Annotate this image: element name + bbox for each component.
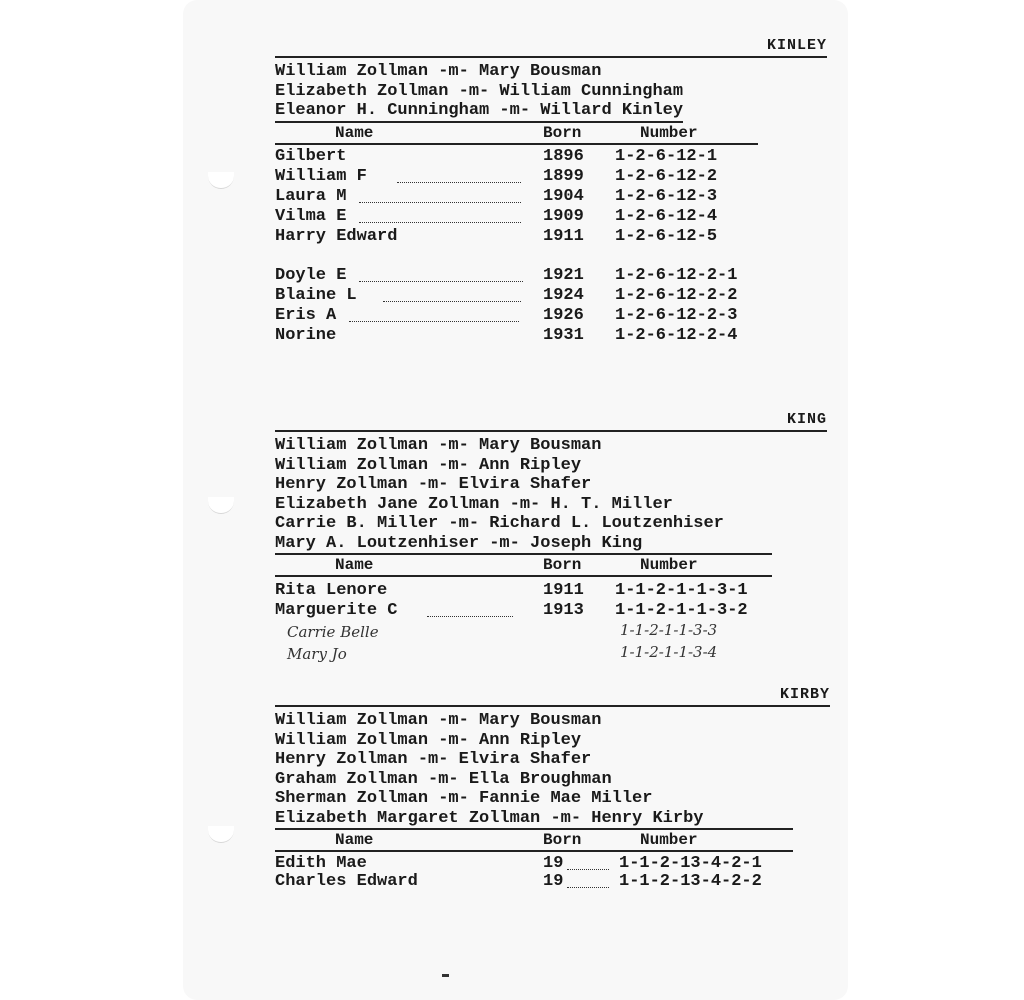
record-number: 1-2-6-12-2-3: [615, 305, 738, 325]
record-number: 1-1-2-13-4-2-1: [619, 854, 762, 873]
child-name: Gilbert: [275, 146, 347, 166]
lineage-line: William Zollman -m- Mary Bousman: [275, 62, 602, 81]
lineage: [275, 436, 827, 553]
lineage-line: Eleanor H. Cunningham -m- Willard Kinley: [275, 101, 683, 123]
child-name: Laura M: [275, 186, 347, 206]
lineage-line: William Zollman -m- Mary Bousman: [275, 436, 602, 455]
child-name: Marguerite C: [275, 601, 398, 620]
column-header-name: Name: [335, 123, 374, 142]
column-header-number: Number: [640, 831, 698, 849]
column-header-born: Born: [543, 556, 582, 574]
fill-line: [427, 614, 513, 617]
table-row: [275, 854, 830, 872]
column-header-born: Born: [543, 831, 582, 849]
born-year: 1909: [543, 206, 584, 226]
child-name: William F: [275, 166, 367, 186]
born-year: 1924: [543, 285, 584, 305]
lineage-line: Carrie B. Miller -m- Richard L. Loutzenhiser: [275, 514, 724, 533]
lineage-line: Mary A. Loutzenhiser -m- Joseph King: [275, 533, 643, 553]
surname-heading: KING: [275, 411, 827, 432]
child-name: Doyle E: [275, 265, 347, 285]
section-king: [275, 411, 827, 665]
lineage: [275, 62, 827, 123]
fill-line: [349, 319, 519, 322]
section-kinley: [275, 37, 827, 346]
table-row: [275, 207, 827, 227]
child-name: Edith Mae: [275, 854, 367, 873]
born-year: 1913: [543, 601, 584, 620]
record-number: 1-1-2-13-4-2-2: [619, 872, 762, 891]
table-header: [275, 830, 793, 852]
surname-heading: KIRBY: [275, 686, 830, 707]
column-header-name: Name: [335, 556, 374, 574]
child-name: Eris A: [275, 305, 337, 325]
fill-line: [567, 885, 609, 888]
fill-line: [359, 220, 521, 223]
lineage-line: William Zollman -m- Ann Ripley: [275, 730, 582, 750]
born-year: 1904: [543, 186, 584, 206]
born-year: 19: [543, 872, 564, 891]
record-number: 1-1-2-1-1-3-1: [615, 581, 748, 600]
table-row: [275, 266, 827, 286]
lineage-line: Henry Zollman -m- Elvira Shafer: [275, 750, 592, 769]
handwritten-number: 1-1-2-1-1-3-4: [620, 643, 718, 661]
table-row: [275, 227, 827, 247]
record-number: 1-2-6-12-2-4: [615, 325, 738, 345]
column-header-number: Number: [640, 556, 698, 574]
child-name: Harry Edward: [275, 226, 398, 246]
record-number: 1-2-6-12-5: [615, 226, 718, 246]
lineage-line: Elizabeth Jane Zollman -m- H. T. Miller: [275, 494, 673, 514]
table-header: [275, 555, 772, 577]
lineage-line: Graham Zollman -m- Ella Broughman: [275, 769, 612, 789]
lineage-line: Sherman Zollman -m- Fannie Mae Miller: [275, 789, 653, 808]
lineage: [275, 711, 830, 828]
fill-line: [567, 867, 609, 870]
page-mark: [442, 974, 449, 977]
child-name: Vilma E: [275, 206, 347, 226]
column-header-number: Number: [640, 123, 698, 142]
child-name: Blaine L: [275, 285, 357, 305]
table-header: [275, 123, 758, 145]
lineage-line: William Zollman -m- Ann Ripley: [275, 455, 582, 475]
born-year: 1931: [543, 325, 584, 345]
child-name: Norine: [275, 325, 337, 345]
table-row: [275, 147, 827, 167]
lineage-line: Elizabeth Margaret Zollman -m- Henry Kirby: [275, 808, 704, 828]
record-number: 1-1-2-1-1-3-2: [615, 601, 748, 620]
table-row: [275, 286, 827, 306]
fill-line: [397, 180, 521, 183]
handwritten-number: 1-1-2-1-1-3-3: [620, 621, 718, 639]
born-year: 1911: [543, 226, 584, 246]
table-row: [275, 621, 827, 643]
lineage-line: Elizabeth Zollman -m- William Cunningham: [275, 81, 684, 101]
child-name: Charles Edward: [275, 872, 418, 891]
table-row: [275, 167, 827, 187]
row-gap: [275, 247, 827, 266]
child-name: Rita Lenore: [275, 581, 388, 600]
table-row: [275, 601, 827, 621]
table-row: [275, 643, 827, 665]
table-row: [275, 306, 827, 326]
record-number: 1-2-6-12-3: [615, 186, 718, 206]
fill-line: [359, 200, 521, 203]
handwritten-name: Carrie Belle: [287, 623, 379, 641]
born-year: 1896: [543, 146, 584, 166]
born-year: 1921: [543, 265, 584, 285]
column-header-born: Born: [543, 123, 582, 142]
record-number: 1-2-6-12-2-2: [615, 285, 738, 305]
lineage-line: William Zollman -m- Mary Bousman: [275, 711, 602, 730]
column-header-name: Name: [335, 831, 374, 849]
born-year: 1899: [543, 166, 584, 186]
born-year: 1911: [543, 581, 584, 600]
fill-line: [383, 299, 521, 302]
lineage-line: Henry Zollman -m- Elvira Shafer: [275, 475, 592, 494]
born-year: 19: [543, 854, 564, 873]
section-kirby: [275, 686, 830, 890]
table-row: [275, 187, 827, 207]
fill-line: [359, 279, 523, 282]
record-number: 1-2-6-12-2: [615, 166, 718, 186]
table-row: [275, 872, 830, 890]
born-year: 1926: [543, 305, 584, 325]
surname-heading: KINLEY: [275, 37, 827, 58]
record-number: 1-2-6-12-4: [615, 206, 718, 226]
handwritten-name: Mary Jo: [287, 645, 347, 663]
table-row: [275, 326, 827, 346]
table-row: [275, 581, 827, 601]
record-number: 1-2-6-12-2-1: [615, 265, 738, 285]
record-number: 1-2-6-12-1: [615, 146, 718, 166]
